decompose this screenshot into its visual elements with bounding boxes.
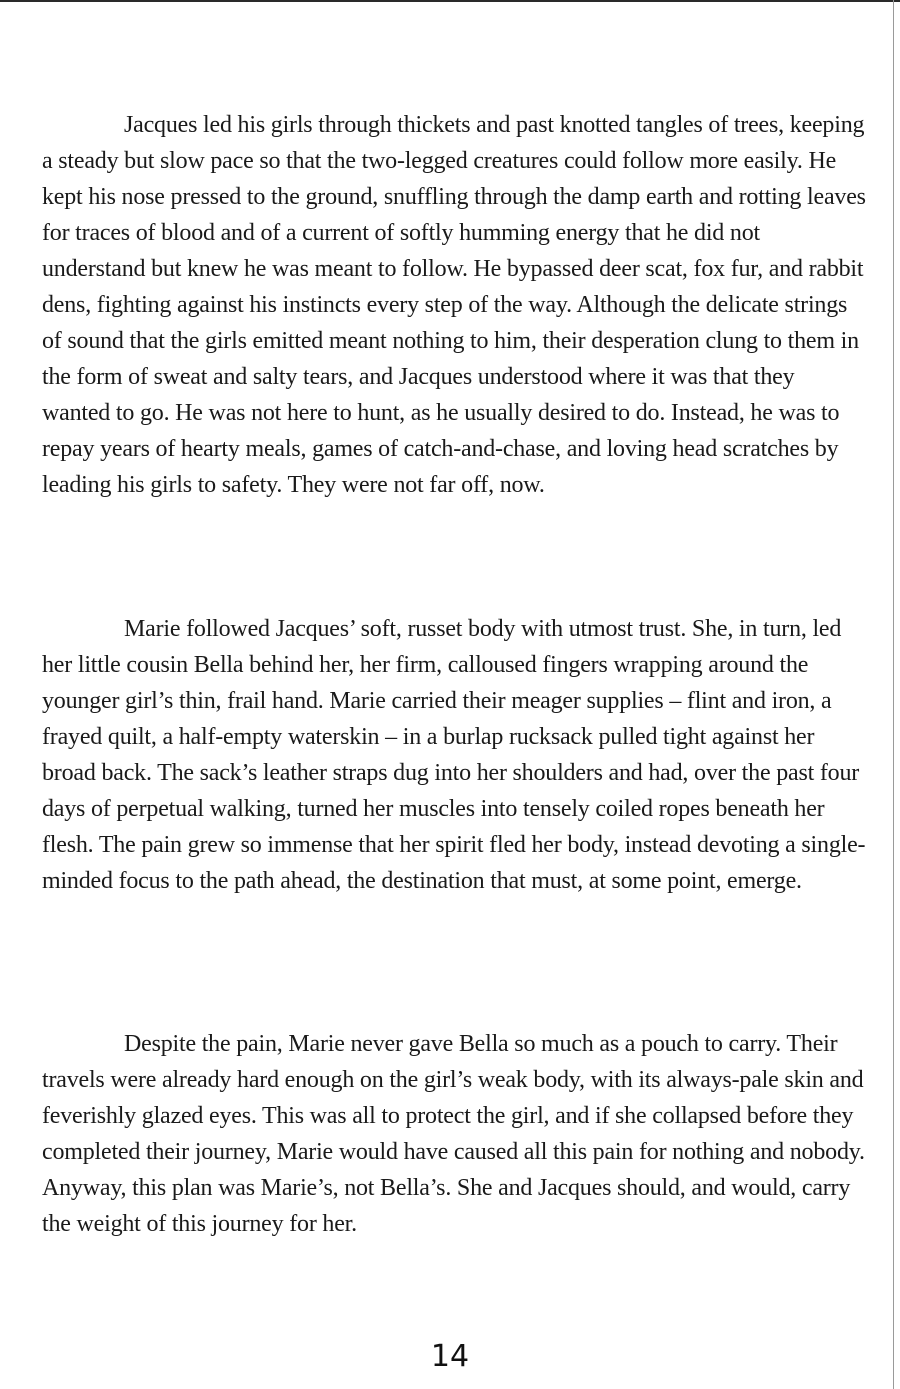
paragraph-text: Jacques led his girls through thickets and past knotted tangles of trees, keeping a steady but slow pace so that the two-legged creatures could follow more easily. He kept his nose pressed to the ground, snuffling through the damp earth and rotting leaves for traces of blood and of a current of softly humming energy that he did not understand but knew he was meant to follow. He bypassed deer scat, fox fur, and rabbit dens, fighting against his instincts every step of the way. Although the delicate strings of sound that the girls emitted meant nothing to him, their desperation clung to them in the form of sweat and salty tears, and Jacques understood where it was that they wanted to go. He was not here to hunt, as he usually desired to do. Instead, he was to repay years of hearty meals, games of catch-and-chase, and loving head scratches by leading his girls to safety. They were not far off, now. (42, 112, 866, 498)
paragraph-text: Marie followed Jacques’ soft, russet body with utmost trust. She, in turn, led her little cousin Bella behind her, her firm, calloused fingers wrapping around the younger girl’s thin, frail hand. Marie carried their meager supplies – flint and iron, a frayed quilt, a half-empty waterskin – in a burlap rucksack pulled tight against her broad back. The sack’s leather straps dug into her shoulders and had, over the past four days of perpetual walking, turned her muscles into tensely coiled ropes beneath her flesh. The pain grew so immense that her spirit fled her body, instead devoting a single-minded focus to the path ahead, the destination that must, at some point, emerge. (42, 616, 866, 894)
page-number: 14 (430, 1339, 470, 1374)
paragraph-text: Despite the pain, Marie never gave Bella so much as a pouch to carry. Their travels were already hard enough on the girl’s weak body, with its always-pale skin and feverishly glazed eyes. This was all to protect the girl, and if she collapsed before they completed their journey, Marie would have caused all this pain for nothing and nobody. Anyway, this plan was Marie’s, not Bella’s. She and Jacques should, and would, carry the weight of this journey for her. (42, 1031, 865, 1237)
paragraph-1 (42, 107, 867, 503)
page-top-border (0, 0, 900, 2)
page-right-edge (893, 0, 894, 1389)
paragraph-2 (42, 611, 867, 899)
paragraph-3 (42, 1026, 867, 1242)
